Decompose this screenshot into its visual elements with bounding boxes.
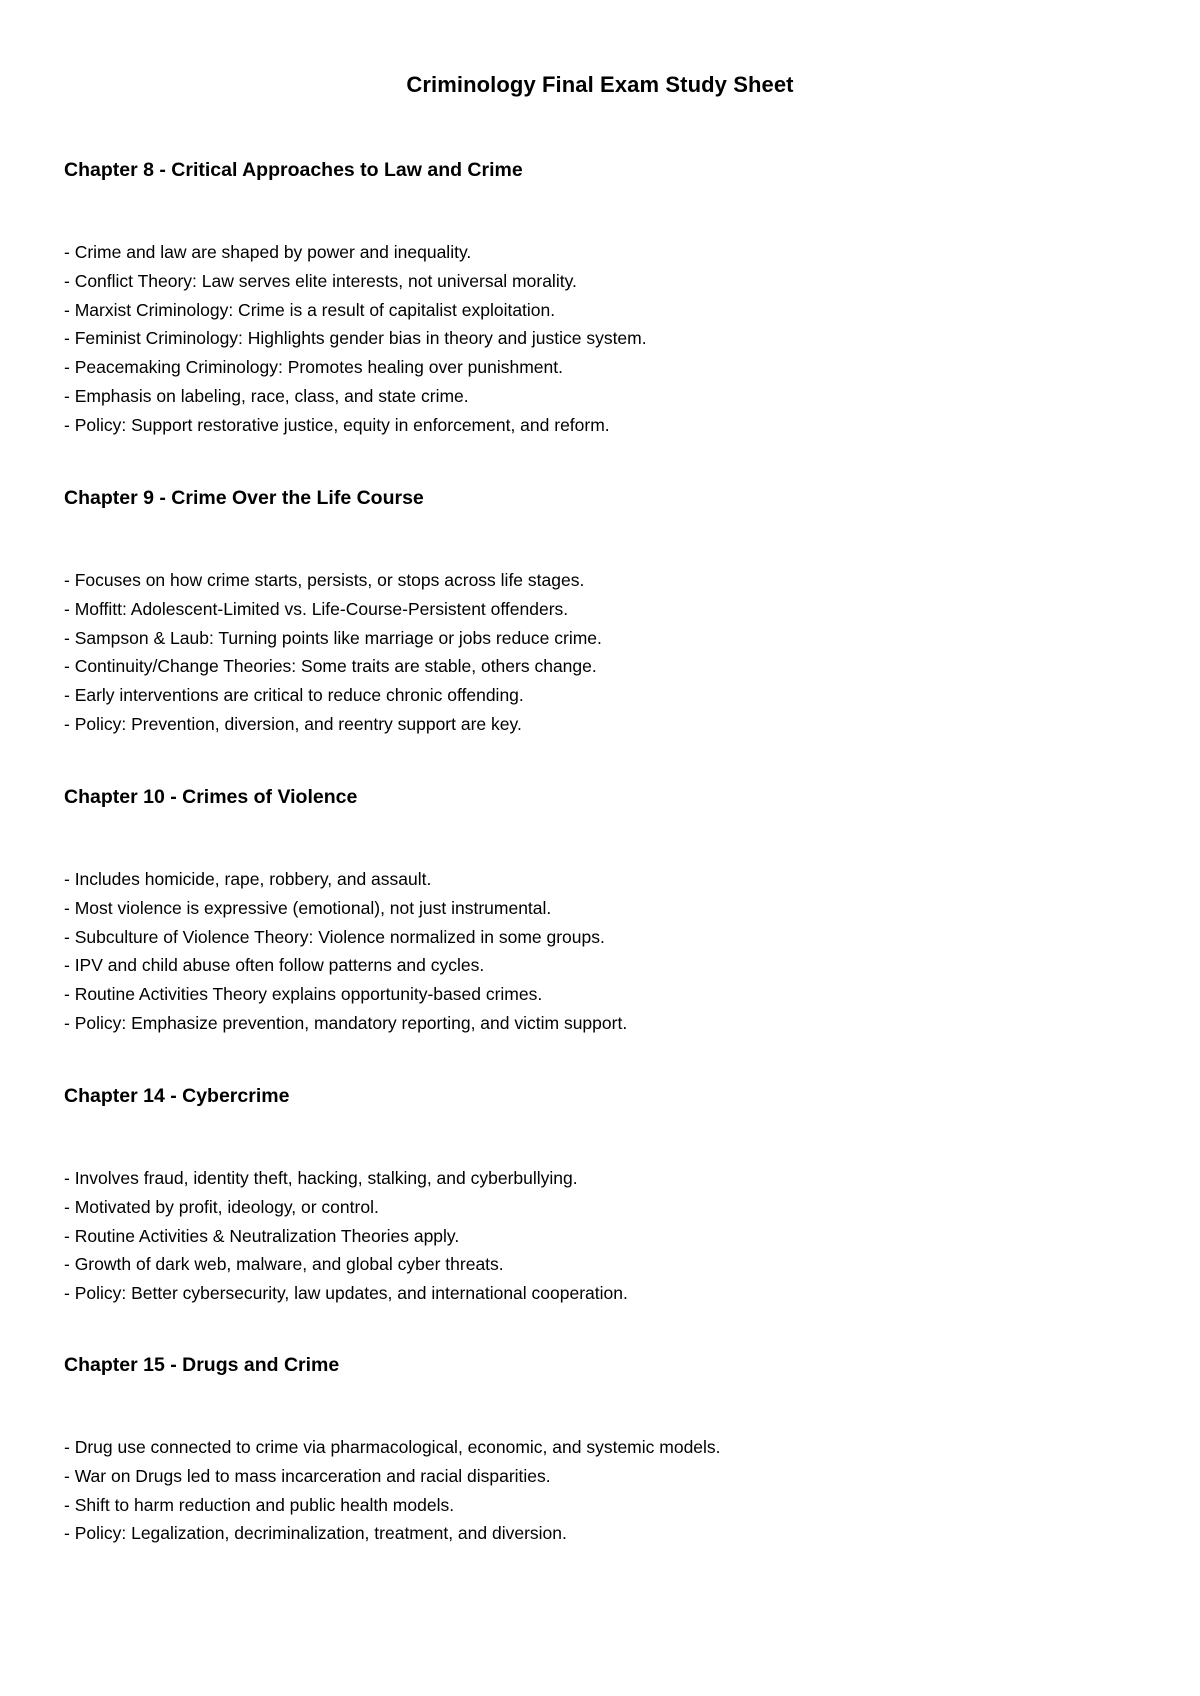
bullet-item: - Subculture of Violence Theory: Violence normalized in some groups.	[64, 926, 605, 947]
bullet-item: - Moffitt: Adolescent-Limited vs. Life-Course-Persistent offenders.	[64, 598, 569, 619]
section-heading: Chapter 10 - Crimes of Violence	[64, 786, 358, 808]
bullet-list	[64, 1164, 1144, 1308]
section-chapter-9	[64, 485, 1144, 739]
bullet-item: - Shift to harm reduction and public health models.	[64, 1494, 455, 1515]
section-heading: Chapter 8 - Critical Approaches to Law and Crime	[64, 159, 523, 181]
bullet-item: - Involves fraud, identity theft, hacking, stalking, and cyberbullying.	[64, 1168, 578, 1188]
bullet-item: - Peacemaking Criminology: Promotes healing over punishment.	[64, 357, 563, 378]
page-title: Criminology Final Exam Study Sheet	[406, 72, 794, 97]
bullet-item: - Policy: Emphasize prevention, mandatory reporting, and victim support.	[64, 1012, 628, 1033]
bullet-item: - Routine Activities Theory explains opportunity-based crimes.	[64, 984, 543, 1005]
bullet-item: - Crime and law are shaped by power and inequality.	[64, 242, 472, 262]
bullet-item: - Focuses on how crime starts, persists, or stops across life stages.	[64, 570, 585, 590]
section-chapter-10	[64, 784, 1144, 1038]
section-heading: Chapter 15 - Drugs and Crime	[64, 1354, 340, 1376]
bullet-item: - Growth of dark web, malware, and global cyber threats.	[64, 1254, 504, 1275]
bullet-item: - Policy: Better cybersecurity, law updates, and international cooperation.	[64, 1283, 628, 1304]
section-chapter-15	[64, 1352, 1144, 1548]
section-chapter-14	[64, 1083, 1144, 1308]
bullet-item: - Conflict Theory: Law serves elite interests, not universal morality.	[64, 270, 577, 291]
bullet-list	[64, 238, 1144, 440]
bullet-item: - Motivated by profit, ideology, or control.	[64, 1196, 379, 1217]
bullet-item: - Sampson & Laub: Turning points like marriage or jobs reduce crime.	[64, 627, 602, 648]
bullet-item: - Feminist Criminology: Highlights gender bias in theory and justice system.	[64, 328, 647, 349]
bullet-item: - Continuity/Change Theories: Some traits are stable, others change.	[64, 656, 597, 677]
bullet-item: - Most violence is expressive (emotional), not just instrumental.	[64, 897, 552, 918]
bullet-item: - Includes homicide, rape, robbery, and assault.	[64, 869, 432, 889]
bullet-item: - Drug use connected to crime via pharmacological, economic, and systemic models.	[64, 1437, 721, 1457]
bullet-list	[64, 566, 1144, 739]
bullet-item: - Policy: Prevention, diversion, and reentry support are key.	[64, 713, 522, 734]
bullet-item: - Routine Activities & Neutralization Theories apply.	[64, 1225, 460, 1246]
bullet-list	[64, 865, 1144, 1038]
section-chapter-8	[64, 157, 1144, 440]
bullet-item: - War on Drugs led to mass incarceration and racial disparities.	[64, 1465, 551, 1486]
bullet-item: - Early interventions are critical to reduce chronic offending.	[64, 685, 524, 706]
section-heading: Chapter 14 - Cybercrime	[64, 1085, 290, 1107]
bullet-item: - Policy: Support restorative justice, equity in enforcement, and reform.	[64, 414, 610, 435]
bullet-item: - Policy: Legalization, decriminalization, treatment, and diversion.	[64, 1523, 567, 1544]
bullet-list	[64, 1433, 1144, 1548]
bullet-item: - IPV and child abuse often follow patterns and cycles.	[64, 955, 485, 976]
bullet-item: - Emphasis on labeling, race, class, and state crime.	[64, 385, 469, 406]
bullet-item: - Marxist Criminology: Crime is a result of capitalist exploitation.	[64, 299, 556, 320]
section-heading: Chapter 9 - Crime Over the Life Course	[64, 487, 424, 509]
